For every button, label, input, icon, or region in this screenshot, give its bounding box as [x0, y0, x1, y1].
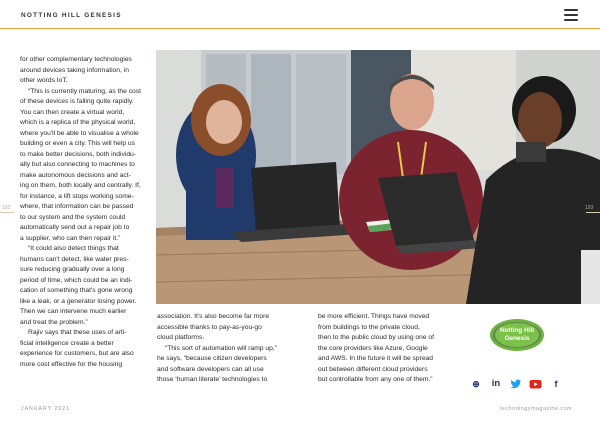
article-line: “This is currently maturing, as the cost [28, 87, 141, 95]
article-line: of these devices is falling quite rapidly. [20, 98, 134, 105]
hamburger-menu-icon[interactable] [564, 9, 578, 21]
article-column-3 [318, 312, 460, 386]
facebook-icon[interactable]: f [554, 379, 558, 389]
magazine-brand[interactable]: NOTTING HILL GENESIS [21, 12, 122, 19]
article-line: cloud platforms. [157, 334, 205, 341]
article-line: and software developers can all use [157, 365, 264, 373]
article-column-2 [157, 312, 299, 386]
article-line: period of time, which could be an indi- [20, 276, 133, 284]
article-line: cation of something that's gone wrong [20, 287, 133, 294]
article-line: accessible thanks to pay-as-you-go [157, 323, 262, 331]
article-line: from buildings to the private cloud, [318, 323, 420, 331]
article-line: then to the public cloud by using one of [318, 334, 434, 341]
page-number-left: 192 [2, 205, 11, 211]
article-line: be more efficient. Things have moved [318, 313, 430, 320]
article-line: “This sort of automation will ramp up,” [165, 344, 277, 352]
menu-line [564, 9, 578, 11]
article-line: association. It's also become far more [157, 313, 270, 320]
article-line: to make better decisions, both individu- [20, 150, 136, 158]
linkedin-icon[interactable]: in [491, 378, 501, 389]
menu-line [564, 19, 578, 21]
article-line: and treat the problem.” [20, 318, 88, 326]
article-line: “It could also detect things that [28, 245, 119, 252]
article-line: Then we can intervene much earlier [20, 308, 127, 315]
globe-icon[interactable]: ⊕ [472, 379, 480, 389]
article-line: those ‘human literate’ technologies to [157, 376, 268, 383]
article-line: for instance, a lift stops working some- [20, 192, 134, 200]
article-line: where, that information can be passed [20, 203, 134, 210]
article-line: and AWS. In the future it will be spread [318, 355, 433, 362]
article-line: other words IoT. [20, 77, 68, 84]
meeting-photo [156, 50, 600, 304]
article-line: he says, “because citizen developers [157, 355, 267, 362]
menu-line [564, 14, 578, 16]
article-line: the core providers like Azure, Google [318, 344, 428, 352]
article-line: but controllable from any one of them.” [318, 376, 433, 383]
page-number-rule-left [0, 212, 14, 213]
page-number-rule-right [586, 212, 600, 213]
article-line: humans can't detect, like water pres- [20, 255, 129, 263]
article-line: sure reducing gradually over a long [20, 266, 125, 273]
article-line: You can then create a virtual world, [20, 108, 125, 116]
article-line: out between different cloud providers [318, 365, 428, 373]
issue-date: JANUARY 2021 [21, 406, 71, 412]
article-line: to our system and the system could [20, 213, 126, 221]
article-line: building or even a city. This will help us [20, 140, 135, 147]
article-column-1 [20, 55, 148, 370]
notting-hill-genesis-logo[interactable] [489, 318, 545, 352]
article-line: which is a replica of the physical world, [20, 119, 136, 126]
logo-line-2: Genesis [504, 335, 530, 342]
article-line: experience for customers, but are also [20, 350, 134, 357]
logo-line-1: Notting Hill [499, 327, 535, 334]
article-line: for other complementary technologies [20, 56, 132, 63]
twitter-bird-glyph [510, 378, 522, 390]
article-line: Rajiv says that these uses of arti- [28, 329, 127, 336]
page-number-right: 193 [585, 205, 594, 211]
article-line: like a leak, or a generator losing power. [20, 297, 137, 305]
article-line: make autonomous decisions and act- [20, 171, 131, 179]
article-line: around devices taking information, in [20, 66, 129, 74]
article-line: ing on them, both locally and centrally. If, [20, 182, 141, 189]
article-line: ficial intelligence create a better [20, 339, 114, 347]
twitter-icon[interactable] [510, 378, 522, 390]
top-bar [0, 0, 600, 29]
article-line: a supplier, who can then repair it.” [20, 234, 121, 242]
article-line: ally but also connecting to machines to [20, 161, 135, 168]
website-link[interactable]: technologymagazine.com [500, 406, 573, 412]
youtube-play-glyph [529, 378, 542, 390]
article-line: automatically send out a repair job to [20, 224, 130, 231]
youtube-icon[interactable] [529, 378, 541, 390]
meeting-photo-illustration [156, 50, 600, 304]
article-line: where you'll be able to visualise a whole [20, 129, 139, 137]
article-line: more cost effective for the housing [20, 360, 123, 368]
